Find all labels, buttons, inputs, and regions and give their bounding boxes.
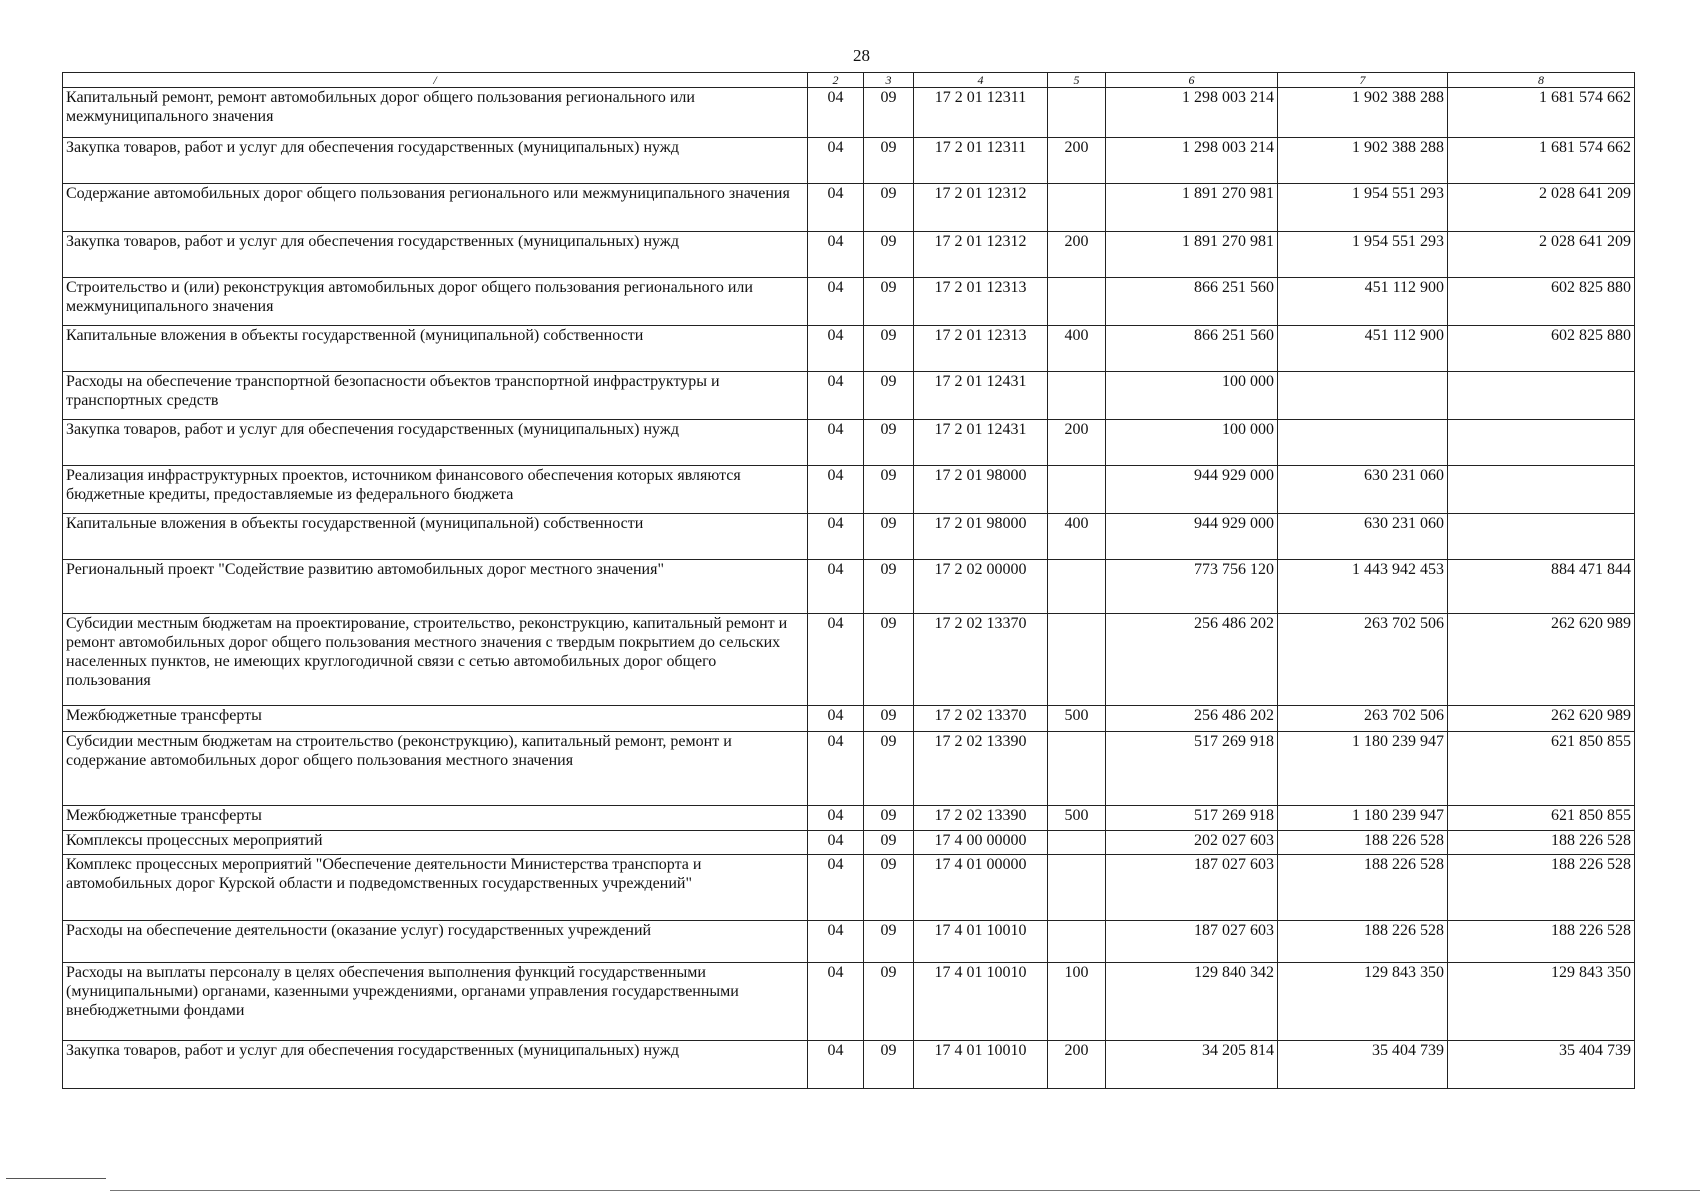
row-amount-col-8: 35 404 739: [1448, 1041, 1635, 1089]
row-amount-col-6: 34 205 814: [1106, 1041, 1278, 1089]
row-subsection-code: 09: [864, 372, 914, 420]
header-col-8: 8: [1448, 73, 1635, 88]
row-amount-col-6: 944 929 000: [1106, 466, 1278, 514]
row-description: Закупка товаров, работ и услуг для обеспечения государственных (муниципальных) нужд: [63, 420, 808, 466]
row-amount-col-8: 129 843 350: [1448, 963, 1635, 1041]
header-col-2: 2: [808, 73, 864, 88]
row-expense-type-code: 100: [1048, 963, 1106, 1041]
row-description: Капитальные вложения в объекты государственной (муниципальной) собственности: [63, 514, 808, 560]
row-amount-col-6: 517 269 918: [1106, 806, 1278, 831]
row-expense-type-code: 500: [1048, 706, 1106, 732]
row-expense-type-code: 400: [1048, 514, 1106, 560]
row-target-article-code: 17 2 02 00000: [914, 560, 1048, 614]
row-expense-type-code: 200: [1048, 420, 1106, 466]
row-amount-col-7: 1 902 388 288: [1278, 88, 1448, 138]
row-expense-type-code: 200: [1048, 138, 1106, 184]
header-col-3: 3: [864, 73, 914, 88]
row-description: Закупка товаров, работ и услуг для обеспечения государственных (муниципальных) нужд: [63, 1041, 808, 1089]
row-amount-col-7: 1 443 942 453: [1278, 560, 1448, 614]
table-row: [63, 963, 1635, 1041]
row-section-code: 04: [808, 963, 864, 1041]
row-amount-col-7: 188 226 528: [1278, 855, 1448, 921]
row-target-article-code: 17 2 01 12431: [914, 420, 1048, 466]
row-expense-type-code: [1048, 614, 1106, 706]
row-amount-col-8: [1448, 372, 1635, 420]
row-section-code: 04: [808, 138, 864, 184]
row-amount-col-6: 256 486 202: [1106, 614, 1278, 706]
row-amount-col-6: 187 027 603: [1106, 855, 1278, 921]
row-description: Расходы на обеспечение деятельности (оказание услуг) государственных учреждений: [63, 921, 808, 963]
row-amount-col-7: 35 404 739: [1278, 1041, 1448, 1089]
row-amount-col-8: 188 226 528: [1448, 855, 1635, 921]
row-description: Капитальные вложения в объекты государственной (муниципальной) собственности: [63, 326, 808, 372]
row-amount-col-7: 263 702 506: [1278, 614, 1448, 706]
row-amount-col-8: [1448, 466, 1635, 514]
row-section-code: 04: [808, 732, 864, 806]
row-amount-col-7: 188 226 528: [1278, 831, 1448, 855]
table-row: [63, 614, 1635, 706]
row-amount-col-6: 773 756 120: [1106, 560, 1278, 614]
table-header: [63, 73, 1635, 88]
row-target-article-code: 17 2 01 12431: [914, 372, 1048, 420]
table-row: [63, 326, 1635, 372]
row-amount-col-8: [1448, 514, 1635, 560]
row-amount-col-6: 129 840 342: [1106, 963, 1278, 1041]
table-row: [63, 1041, 1635, 1089]
row-target-article-code: 17 2 01 98000: [914, 514, 1048, 560]
row-subsection-code: 09: [864, 921, 914, 963]
table-row: [63, 88, 1635, 138]
row-target-article-code: 17 4 01 00000: [914, 855, 1048, 921]
row-amount-col-8: 884 471 844: [1448, 560, 1635, 614]
row-target-article-code: 17 4 01 10010: [914, 963, 1048, 1041]
row-target-article-code: 17 2 01 12313: [914, 326, 1048, 372]
row-section-code: 04: [808, 372, 864, 420]
row-amount-col-8: 2 028 641 209: [1448, 232, 1635, 278]
row-section-code: 04: [808, 855, 864, 921]
row-section-code: 04: [808, 326, 864, 372]
table-row: [63, 706, 1635, 732]
row-amount-col-7: 1 954 551 293: [1278, 232, 1448, 278]
row-subsection-code: 09: [864, 1041, 914, 1089]
row-amount-col-6: 866 251 560: [1106, 326, 1278, 372]
table-row: [63, 831, 1635, 855]
row-amount-col-8: 1 681 574 662: [1448, 138, 1635, 184]
row-amount-col-7: 1 902 388 288: [1278, 138, 1448, 184]
row-description: Межбюджетные трансферты: [63, 706, 808, 732]
row-amount-col-6: 944 929 000: [1106, 514, 1278, 560]
row-amount-col-7: 630 231 060: [1278, 514, 1448, 560]
row-subsection-code: 09: [864, 278, 914, 326]
row-section-code: 04: [808, 420, 864, 466]
row-amount-col-7: 263 702 506: [1278, 706, 1448, 732]
row-amount-col-6: 202 027 603: [1106, 831, 1278, 855]
row-description: Субсидии местным бюджетам на проектирование, строительство, реконструкцию, капитальный ремонт и ремонт автомобильных дорог общего пользования местного значения с твердым покрытием до сельских населенных пунктов, не имеющих круглогодичной связи с сетью автомобильных дорог общего пользования: [63, 614, 808, 706]
row-target-article-code: 17 2 01 12313: [914, 278, 1048, 326]
row-subsection-code: 09: [864, 466, 914, 514]
row-amount-col-7: [1278, 420, 1448, 466]
row-amount-col-7: 1 954 551 293: [1278, 184, 1448, 232]
row-amount-col-7: 1 180 239 947: [1278, 732, 1448, 806]
row-target-article-code: 17 2 02 13390: [914, 732, 1048, 806]
row-amount-col-8: 602 825 880: [1448, 278, 1635, 326]
table-row: [63, 560, 1635, 614]
row-amount-col-6: 1 298 003 214: [1106, 88, 1278, 138]
row-target-article-code: 17 2 01 98000: [914, 466, 1048, 514]
row-amount-col-6: 187 027 603: [1106, 921, 1278, 963]
row-subsection-code: 09: [864, 963, 914, 1041]
row-expense-type-code: 400: [1048, 326, 1106, 372]
row-target-article-code: 17 2 01 12312: [914, 232, 1048, 278]
row-target-article-code: 17 4 01 10010: [914, 921, 1048, 963]
row-amount-col-6: 100 000: [1106, 420, 1278, 466]
row-target-article-code: 17 2 01 12312: [914, 184, 1048, 232]
header-row: [63, 73, 1635, 88]
row-subsection-code: 09: [864, 184, 914, 232]
budget-table: [62, 72, 1635, 1089]
row-amount-col-8: [1448, 420, 1635, 466]
row-subsection-code: 09: [864, 614, 914, 706]
row-description: Расходы на выплаты персоналу в целях обеспечения выполнения функций государственными (муниципальными) органами, казенными учреждениями, органами управления государственными внебюджетными фондами: [63, 963, 808, 1041]
table-row: [63, 732, 1635, 806]
row-section-code: 04: [808, 278, 864, 326]
row-expense-type-code: [1048, 88, 1106, 138]
row-description: Комплексы процессных мероприятий: [63, 831, 808, 855]
table-row: [63, 184, 1635, 232]
row-description: Строительство и (или) реконструкция автомобильных дорог общего пользования регионального или межмуниципального значения: [63, 278, 808, 326]
row-amount-col-6: 517 269 918: [1106, 732, 1278, 806]
row-expense-type-code: [1048, 732, 1106, 806]
row-amount-col-8: 262 620 989: [1448, 614, 1635, 706]
row-expense-type-code: [1048, 560, 1106, 614]
table-row: [63, 514, 1635, 560]
row-expense-type-code: [1048, 466, 1106, 514]
row-amount-col-7: 451 112 900: [1278, 326, 1448, 372]
row-subsection-code: 09: [864, 232, 914, 278]
row-target-article-code: 17 4 00 00000: [914, 831, 1048, 855]
row-subsection-code: 09: [864, 420, 914, 466]
row-subsection-code: 09: [864, 138, 914, 184]
header-col-4: 4: [914, 73, 1048, 88]
row-amount-col-8: 621 850 855: [1448, 732, 1635, 806]
row-section-code: 04: [808, 514, 864, 560]
row-section-code: 04: [808, 88, 864, 138]
row-subsection-code: 09: [864, 326, 914, 372]
row-subsection-code: 09: [864, 855, 914, 921]
row-description: Содержание автомобильных дорог общего пользования регионального или межмуниципального значения: [63, 184, 808, 232]
row-subsection-code: 09: [864, 514, 914, 560]
table-row: [63, 138, 1635, 184]
row-amount-col-7: 451 112 900: [1278, 278, 1448, 326]
table-row: [63, 420, 1635, 466]
row-description: Закупка товаров, работ и услуг для обеспечения государственных (муниципальных) нужд: [63, 138, 808, 184]
header-col-1: /: [63, 73, 808, 88]
row-subsection-code: 09: [864, 732, 914, 806]
row-expense-type-code: [1048, 372, 1106, 420]
header-col-7: 7: [1278, 73, 1448, 88]
row-amount-col-7: 630 231 060: [1278, 466, 1448, 514]
row-description: Закупка товаров, работ и услуг для обеспечения государственных (муниципальных) нужд: [63, 232, 808, 278]
row-amount-col-8: 621 850 855: [1448, 806, 1635, 831]
table-row: [63, 232, 1635, 278]
row-expense-type-code: 200: [1048, 232, 1106, 278]
header-col-6: 6: [1106, 73, 1278, 88]
row-target-article-code: 17 2 01 12311: [914, 138, 1048, 184]
row-section-code: 04: [808, 184, 864, 232]
row-amount-col-6: 1 298 003 214: [1106, 138, 1278, 184]
row-amount-col-7: 188 226 528: [1278, 921, 1448, 963]
row-expense-type-code: [1048, 184, 1106, 232]
row-target-article-code: 17 4 01 10010: [914, 1041, 1048, 1089]
row-subsection-code: 09: [864, 706, 914, 732]
row-amount-col-8: 1 681 574 662: [1448, 88, 1635, 138]
row-subsection-code: 09: [864, 806, 914, 831]
row-amount-col-8: 188 226 528: [1448, 921, 1635, 963]
row-section-code: 04: [808, 806, 864, 831]
row-section-code: 04: [808, 466, 864, 514]
row-description: Комплекс процессных мероприятий "Обеспечение деятельности Министерства транспорта и автомобильных дорог Курской области и подведомственных государственных учреждений": [63, 855, 808, 921]
row-expense-type-code: 200: [1048, 1041, 1106, 1089]
row-amount-col-7: 129 843 350: [1278, 963, 1448, 1041]
row-section-code: 04: [808, 560, 864, 614]
row-expense-type-code: 500: [1048, 806, 1106, 831]
table-row: [63, 372, 1635, 420]
row-section-code: 04: [808, 706, 864, 732]
row-description: Региональный проект "Содействие развитию автомобильных дорог местного значения": [63, 560, 808, 614]
header-col-5: 5: [1048, 73, 1106, 88]
table-row: [63, 466, 1635, 514]
row-expense-type-code: [1048, 855, 1106, 921]
row-amount-col-8: 188 226 528: [1448, 831, 1635, 855]
scan-artifact: [110, 1190, 1700, 1191]
row-description: Межбюджетные трансферты: [63, 806, 808, 831]
row-section-code: 04: [808, 831, 864, 855]
row-description: Капитальный ремонт, ремонт автомобильных дорог общего пользования регионального или межмуниципального значения: [63, 88, 808, 138]
row-amount-col-6: 1 891 270 981: [1106, 184, 1278, 232]
page-number: 28: [853, 46, 870, 65]
row-description: Субсидии местным бюджетам на строительство (реконструкцию), капитальный ремонт, ремонт и содержание автомобильных дорог общего пользования местного значения: [63, 732, 808, 806]
row-amount-col-8: 262 620 989: [1448, 706, 1635, 732]
table-row: [63, 855, 1635, 921]
row-target-article-code: 17 2 02 13370: [914, 706, 1048, 732]
row-amount-col-6: 100 000: [1106, 372, 1278, 420]
row-expense-type-code: [1048, 831, 1106, 855]
row-amount-col-8: 602 825 880: [1448, 326, 1635, 372]
row-amount-col-6: 256 486 202: [1106, 706, 1278, 732]
row-subsection-code: 09: [864, 831, 914, 855]
row-amount-col-6: 866 251 560: [1106, 278, 1278, 326]
table-row: [63, 806, 1635, 831]
row-description: Расходы на обеспечение транспортной безопасности объектов транспортной инфраструктуры и транспортных средств: [63, 372, 808, 420]
row-amount-col-7: [1278, 372, 1448, 420]
table-row: [63, 921, 1635, 963]
row-description: Реализация инфраструктурных проектов, источником финансового обеспечения которых являются бюджетные кредиты, предоставляемые из федерального бюджета: [63, 466, 808, 514]
row-target-article-code: 17 2 02 13370: [914, 614, 1048, 706]
row-section-code: 04: [808, 921, 864, 963]
row-target-article-code: 17 2 02 13390: [914, 806, 1048, 831]
row-expense-type-code: [1048, 278, 1106, 326]
row-target-article-code: 17 2 01 12311: [914, 88, 1048, 138]
row-subsection-code: 09: [864, 560, 914, 614]
row-amount-col-6: 1 891 270 981: [1106, 232, 1278, 278]
row-section-code: 04: [808, 232, 864, 278]
row-section-code: 04: [808, 1041, 864, 1089]
row-amount-col-7: 1 180 239 947: [1278, 806, 1448, 831]
row-section-code: 04: [808, 614, 864, 706]
scan-artifact: [6, 1178, 106, 1179]
row-expense-type-code: [1048, 921, 1106, 963]
row-amount-col-8: 2 028 641 209: [1448, 184, 1635, 232]
row-subsection-code: 09: [864, 88, 914, 138]
table-row: [63, 278, 1635, 326]
table-body: [63, 88, 1635, 1089]
